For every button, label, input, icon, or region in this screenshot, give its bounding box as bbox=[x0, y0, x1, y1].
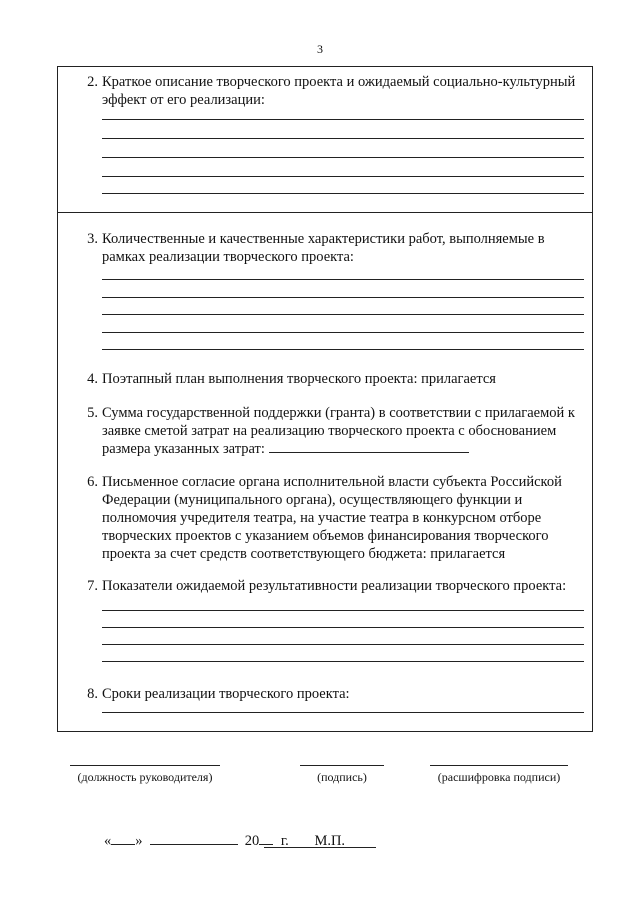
decoding-caption: (расшифровка подписи) bbox=[437, 770, 561, 784]
item-number: 3. bbox=[87, 231, 98, 247]
section-divider bbox=[58, 212, 592, 213]
answer-line[interactable] bbox=[102, 297, 584, 298]
open-quote: « bbox=[104, 833, 112, 849]
answer-line[interactable] bbox=[102, 610, 584, 611]
item-number: 2. bbox=[87, 74, 98, 90]
item-text: Краткое описание творческого проекта и ожидаемый социально-культурный эффект от его реализации: bbox=[102, 74, 576, 108]
answer-line[interactable] bbox=[102, 119, 584, 120]
answer-line[interactable] bbox=[102, 349, 584, 350]
bottom-line bbox=[264, 847, 376, 848]
position-caption: (должность руководителя) bbox=[77, 770, 213, 784]
answer-line[interactable] bbox=[102, 138, 584, 139]
answer-line[interactable] bbox=[102, 627, 584, 628]
answer-line[interactable] bbox=[102, 176, 584, 177]
position-field[interactable] bbox=[70, 765, 220, 766]
signature-block bbox=[300, 765, 384, 785]
signature-caption: (подпись) bbox=[317, 770, 367, 784]
answer-line[interactable] bbox=[102, 314, 584, 315]
item-number: 6. bbox=[87, 474, 98, 490]
item-number: 5. bbox=[87, 405, 98, 421]
answer-line[interactable] bbox=[102, 279, 584, 280]
item-text: Сроки реализации творческого проекта: bbox=[102, 686, 350, 702]
page-number: 3 bbox=[317, 42, 323, 56]
position-signature-block bbox=[70, 765, 220, 785]
item-number: 7. bbox=[87, 578, 98, 594]
year-suffix: г. bbox=[280, 833, 289, 849]
item-text: Показатели ожидаемой результативности реализации творческого проекта: bbox=[102, 578, 567, 594]
item-text: Сумма государственной поддержки (гранта) в соответствии с прилагаемой к заявке сметой затрат на реализацию творческого проекта с обоснованием размера указанных затрат: bbox=[102, 405, 575, 457]
answer-line[interactable] bbox=[102, 712, 584, 713]
answer-line[interactable] bbox=[102, 644, 584, 645]
item-text: Письменное согласие органа исполнительной власти субъекта Российской Федерации (муниципального органа), осуществляющего функции и полномочия учредителя театра, на участие театра в конкурсном отборе творческих проектов с указанием объемов финансирования творческого проекта за счет средств соответствующего бюджета: прилагается bbox=[102, 474, 562, 562]
decoding-signature-block bbox=[430, 765, 568, 785]
item-number: 4. bbox=[87, 371, 98, 387]
year-field[interactable] bbox=[259, 832, 273, 845]
application-form-frame bbox=[57, 66, 593, 732]
month-field[interactable] bbox=[150, 832, 238, 845]
stamp-label: М.П. bbox=[314, 833, 346, 849]
grant-amount-field[interactable] bbox=[269, 440, 469, 453]
item-text: Количественные и качественные характеристики работ, выполняемые в рамках реализации творческого проекта: bbox=[102, 231, 545, 265]
item-text: Поэтапный план выполнения творческого проекта: прилагается bbox=[102, 371, 496, 387]
answer-line[interactable] bbox=[102, 157, 584, 158]
day-field[interactable] bbox=[111, 832, 135, 845]
decoding-field[interactable] bbox=[430, 765, 568, 766]
item-number: 8. bbox=[87, 686, 98, 702]
answer-line[interactable] bbox=[102, 332, 584, 333]
answer-line[interactable] bbox=[102, 661, 584, 662]
close-quote: » bbox=[135, 833, 143, 849]
answer-line[interactable] bbox=[102, 193, 584, 194]
year-prefix: 20 bbox=[244, 833, 260, 849]
signature-field[interactable] bbox=[300, 765, 384, 766]
